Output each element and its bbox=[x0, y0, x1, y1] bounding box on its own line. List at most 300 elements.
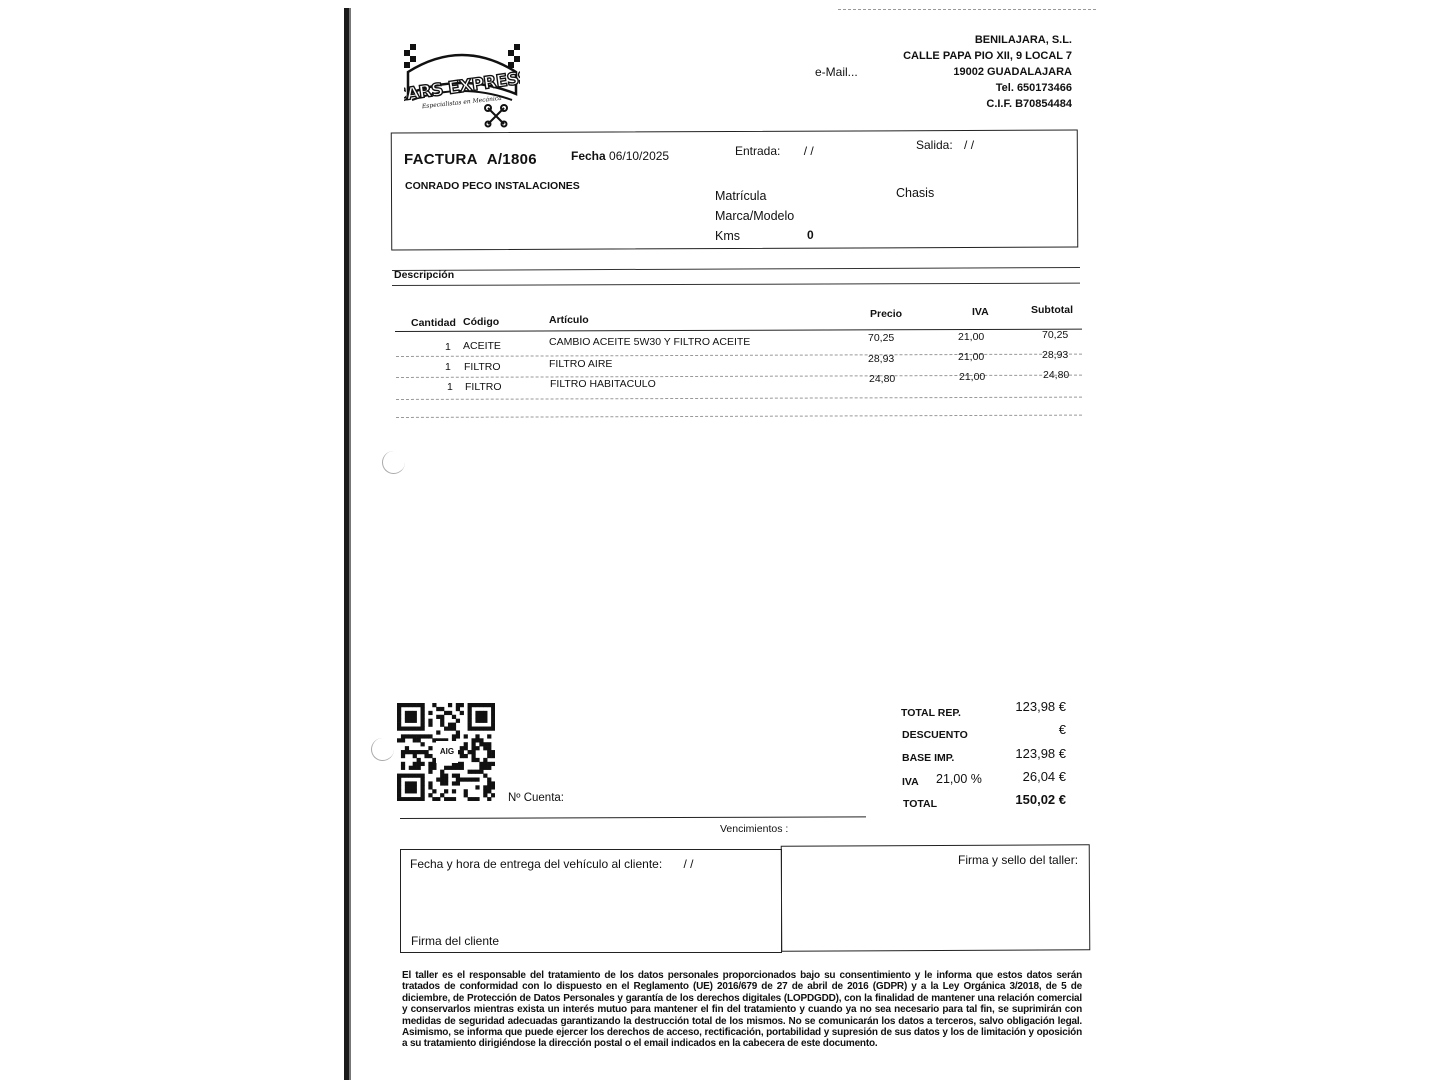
qr-module bbox=[397, 781, 401, 785]
qr-module bbox=[421, 703, 425, 707]
qr-module bbox=[440, 777, 444, 781]
qr-module bbox=[471, 750, 475, 754]
invoice-title bbox=[404, 151, 537, 168]
qr-module bbox=[432, 797, 436, 801]
qr-module bbox=[491, 727, 495, 731]
entrada-field bbox=[735, 144, 814, 158]
qr-module bbox=[471, 703, 475, 707]
qr-module bbox=[444, 711, 448, 715]
qr-module bbox=[452, 781, 456, 785]
qr-module bbox=[444, 766, 448, 770]
qr-module bbox=[413, 727, 417, 731]
qr-module bbox=[464, 793, 468, 797]
qr-module bbox=[405, 774, 409, 778]
scan-edge-shadow bbox=[349, 8, 351, 1080]
col-header-precio: Precio bbox=[870, 308, 903, 320]
qr-module bbox=[421, 793, 425, 797]
qr-module bbox=[475, 785, 479, 789]
qr-module bbox=[417, 797, 421, 801]
company-address: CALLE PAPA PIO XII, 9 LOCAL 7 bbox=[903, 50, 1072, 62]
qr-module bbox=[475, 734, 479, 738]
row-iva: 21,00 bbox=[958, 331, 985, 343]
qr-module bbox=[421, 789, 425, 793]
qr-module bbox=[479, 766, 483, 770]
row-cantidad: 1 bbox=[447, 381, 453, 393]
qr-module bbox=[475, 770, 479, 774]
qr-module bbox=[483, 711, 487, 715]
punch-hole bbox=[382, 451, 405, 474]
punch-hole bbox=[371, 738, 394, 761]
qr-module bbox=[460, 754, 464, 758]
qr-module bbox=[487, 750, 491, 754]
qr-module bbox=[448, 703, 452, 707]
qr-module bbox=[483, 715, 487, 719]
qr-module bbox=[405, 734, 409, 738]
entrada-label: Entrada: bbox=[735, 144, 781, 158]
qr-module bbox=[428, 770, 432, 774]
qr-module bbox=[440, 781, 444, 785]
qr-module bbox=[487, 797, 491, 801]
qr-module bbox=[468, 711, 472, 715]
qr-module bbox=[397, 711, 401, 715]
row-iva: 21,00 bbox=[958, 351, 985, 363]
qr-module bbox=[456, 766, 460, 770]
cuenta-line bbox=[400, 816, 866, 819]
row-subtotal: 70,25 bbox=[1042, 329, 1069, 341]
qr-module bbox=[464, 789, 468, 793]
qr-module bbox=[401, 766, 405, 770]
qr-module bbox=[483, 766, 487, 770]
delivery-date bbox=[410, 857, 694, 871]
invoice-number: A/1806 bbox=[486, 151, 537, 168]
qr-module bbox=[413, 750, 417, 754]
base-imp-label: BASE IMP. bbox=[902, 752, 955, 764]
qr-module bbox=[421, 734, 425, 738]
qr-module bbox=[479, 703, 483, 707]
total-value: 150,02 € bbox=[1015, 792, 1066, 807]
qr-module bbox=[417, 727, 421, 731]
qr-module bbox=[440, 723, 444, 727]
matricula-label: Matrícula bbox=[715, 189, 767, 203]
qr-module bbox=[452, 734, 456, 738]
qr-module bbox=[413, 754, 417, 758]
qr-module bbox=[409, 727, 413, 731]
row-iva: 21,00 bbox=[959, 371, 986, 383]
qr-module bbox=[448, 766, 452, 770]
qr-module bbox=[456, 719, 460, 723]
base-imp-value: 123,98 € bbox=[1015, 746, 1066, 761]
chasis-label: Chasis bbox=[896, 186, 935, 200]
kms-label: Kms bbox=[715, 229, 740, 243]
description-top-line bbox=[392, 267, 1080, 271]
qr-module bbox=[491, 723, 495, 727]
qr-module bbox=[448, 711, 452, 715]
top-dashed-line bbox=[838, 9, 1096, 10]
qr-module bbox=[413, 766, 417, 770]
qr-module bbox=[491, 711, 495, 715]
qr-module bbox=[483, 762, 487, 766]
qr-module bbox=[409, 785, 413, 789]
qr-module bbox=[401, 750, 405, 754]
qr-module bbox=[405, 727, 409, 731]
col-header-articulo: Artículo bbox=[549, 314, 589, 326]
qr-module bbox=[413, 715, 417, 719]
qr-module bbox=[405, 711, 409, 715]
qr-module bbox=[397, 789, 401, 793]
col-header-codigo: Código bbox=[463, 316, 500, 328]
qr-module bbox=[405, 789, 409, 793]
qr-module bbox=[452, 774, 456, 778]
qr-module bbox=[456, 777, 460, 781]
qr-module bbox=[401, 734, 405, 738]
qr-module bbox=[483, 793, 487, 797]
qr-module bbox=[491, 703, 495, 707]
qr-module bbox=[413, 711, 417, 715]
qr-module bbox=[468, 770, 472, 774]
qr-module bbox=[475, 758, 479, 762]
qr-module bbox=[487, 762, 491, 766]
qr-module bbox=[479, 711, 483, 715]
qr-module bbox=[405, 746, 409, 750]
email-label: e-Mail... bbox=[815, 65, 858, 79]
qr-module bbox=[479, 762, 483, 766]
qr-module bbox=[483, 703, 487, 707]
qr-module bbox=[421, 785, 425, 789]
entrada-value: / / bbox=[803, 144, 814, 158]
qr-module bbox=[483, 774, 487, 778]
qr-module bbox=[401, 762, 405, 766]
qr-module bbox=[471, 797, 475, 801]
logo-text: CARS EXPRESS bbox=[404, 67, 520, 107]
qr-module bbox=[409, 711, 413, 715]
qr-module bbox=[491, 707, 495, 711]
qr-module bbox=[401, 774, 405, 778]
qr-module bbox=[432, 703, 436, 707]
qr-module bbox=[409, 750, 413, 754]
qr-module bbox=[401, 738, 405, 742]
qr-module bbox=[475, 715, 479, 719]
row-articulo: FILTRO AIRE bbox=[549, 358, 613, 370]
qr-module bbox=[444, 727, 448, 731]
qr-module bbox=[479, 742, 483, 746]
row-articulo: CAMBIO ACEITE 5W30 Y FILTRO ACEITE bbox=[549, 336, 751, 348]
qr-module bbox=[487, 789, 491, 793]
qr-module bbox=[405, 785, 409, 789]
company-info bbox=[903, 32, 1072, 112]
qr-module bbox=[405, 719, 409, 723]
qr-module bbox=[401, 703, 405, 707]
iva-label: IVA bbox=[902, 776, 919, 788]
vencimientos-label: Vencimientos : bbox=[720, 823, 789, 835]
qr-module bbox=[401, 727, 405, 731]
qr-module bbox=[479, 738, 483, 742]
qr-module bbox=[428, 781, 432, 785]
qr-module bbox=[491, 781, 495, 785]
qr-module bbox=[468, 797, 472, 801]
qr-module bbox=[409, 774, 413, 778]
qr-module bbox=[428, 723, 432, 727]
kms-value: 0 bbox=[807, 228, 814, 242]
qr-module bbox=[468, 727, 472, 731]
delivery-date-label: Fecha y hora de entrega del vehículo al cliente: bbox=[410, 857, 663, 871]
qr-module bbox=[409, 719, 413, 723]
qr-module bbox=[409, 766, 413, 770]
total-rep-value: 123,98 € bbox=[1015, 699, 1066, 714]
row-codigo: FILTRO bbox=[465, 381, 502, 393]
qr-module bbox=[491, 750, 495, 754]
col-header-subtotal: Subtotal bbox=[1031, 304, 1073, 316]
qr-module bbox=[405, 781, 409, 785]
salida-value: / / bbox=[964, 138, 975, 152]
qr-module bbox=[460, 762, 464, 766]
descuento-label: DESCUENTO bbox=[902, 729, 968, 741]
qr-module bbox=[491, 762, 495, 766]
qr-module bbox=[436, 777, 440, 781]
qr-module bbox=[448, 727, 452, 731]
invoice-title-label: FACTURA bbox=[404, 151, 478, 168]
qr-module bbox=[487, 742, 491, 746]
row-codigo: FILTRO bbox=[464, 361, 501, 373]
qr-module bbox=[440, 774, 444, 778]
qr-module bbox=[405, 750, 409, 754]
qr-module bbox=[468, 777, 472, 781]
qr-module bbox=[479, 719, 483, 723]
qr-module bbox=[491, 785, 495, 789]
qr-module bbox=[421, 719, 425, 723]
description-bottom-line bbox=[392, 283, 1080, 286]
qr-module bbox=[456, 707, 460, 711]
qr-module bbox=[491, 754, 495, 758]
qr-module bbox=[417, 774, 421, 778]
qr-module bbox=[417, 738, 421, 742]
col-header-cantidad: Cantidad bbox=[411, 317, 456, 329]
qr-module bbox=[448, 797, 452, 801]
qr-module bbox=[487, 766, 491, 770]
descuento-value: € bbox=[1058, 722, 1066, 737]
qr-module bbox=[413, 785, 417, 789]
qr-module bbox=[487, 703, 491, 707]
qr-module bbox=[405, 797, 409, 801]
qr-module bbox=[397, 774, 401, 778]
qr-module bbox=[487, 746, 491, 750]
qr-module bbox=[409, 797, 413, 801]
qr-module bbox=[456, 781, 460, 785]
qr-module bbox=[452, 797, 456, 801]
invoice-date bbox=[571, 149, 669, 163]
qr-module bbox=[397, 707, 401, 711]
qr-module bbox=[468, 750, 472, 754]
qr-module bbox=[428, 766, 432, 770]
qr-module bbox=[468, 715, 472, 719]
qr-module bbox=[413, 734, 417, 738]
qr-module bbox=[487, 781, 491, 785]
qr-module bbox=[479, 727, 483, 731]
qr-module bbox=[468, 703, 472, 707]
qr-module bbox=[409, 789, 413, 793]
qr-module bbox=[464, 746, 468, 750]
qr-module bbox=[487, 727, 491, 731]
col-header-iva: IVA bbox=[972, 306, 989, 318]
qr-module bbox=[475, 777, 479, 781]
qr-module bbox=[483, 746, 487, 750]
qr-module bbox=[413, 781, 417, 785]
qr-module bbox=[452, 723, 456, 727]
qr-module bbox=[487, 777, 491, 781]
qr-module bbox=[460, 711, 464, 715]
qr-module bbox=[440, 715, 444, 719]
qr-module bbox=[421, 750, 425, 754]
qr-module bbox=[401, 754, 405, 758]
qr-module bbox=[428, 734, 432, 738]
legal-notice: El taller es el responsable del tratamiento de los datos personales proporcionados bajo su consentimiento y le informa que estos datos serán tratados de conformidad con lo dispuesto en el Reglamento (UE) 2016/679 de 27 de abril de 2016 (GDPR) y a la Ley Orgánica 3/2018, de 5 de diciembre, de Protección de Datos Personales y garantía de los derechos digitales (LOPDGDD), con la finalidad de mantener una relación comercial y conservarlos mientras exista un interés mutuo para mantener el fin del tratamiento y cuando ya no sea necesario para tal fin, se suprimirán con medidas de seguridad adecuadas garantizando la destrucción total de los mismos. No se comunicarán los datos a terceros, salvo obligación legal. Asimismo, se informa que puede ejercer los derechos de acceso, rectificación, portabilidad y supresión de sus datos y los de limitación y oposición a su tratamiento dirigiéndose la dirección postal o el email indicados en la cabecera de este documento. bbox=[402, 970, 1082, 1050]
qr-module bbox=[452, 789, 456, 793]
qr-module bbox=[487, 785, 491, 789]
qr-module bbox=[424, 734, 428, 738]
row-precio: 70,25 bbox=[868, 332, 895, 344]
qr-module bbox=[475, 738, 479, 742]
qr-module bbox=[397, 715, 401, 719]
company-cif: C.I.F. B70854484 bbox=[986, 98, 1072, 110]
qr-module bbox=[397, 738, 401, 742]
qr-module bbox=[483, 789, 487, 793]
qr-module bbox=[452, 727, 456, 731]
qr-module bbox=[436, 715, 440, 719]
qr-module bbox=[424, 750, 428, 754]
qr-module bbox=[421, 762, 425, 766]
qr-module bbox=[452, 766, 456, 770]
qr-module bbox=[397, 793, 401, 797]
qr-module bbox=[417, 758, 421, 762]
qr-module bbox=[464, 734, 468, 738]
qr-module bbox=[468, 719, 472, 723]
qr-module bbox=[428, 762, 432, 766]
invoice-date-value: 06/10/2025 bbox=[609, 149, 670, 163]
qr-module bbox=[464, 742, 468, 746]
row-subtotal: 24,80 bbox=[1043, 369, 1070, 381]
qr-module bbox=[409, 703, 413, 707]
qr-module bbox=[413, 719, 417, 723]
qr-module bbox=[428, 746, 432, 750]
row-cantidad: 1 bbox=[445, 341, 451, 353]
qr-module bbox=[491, 719, 495, 723]
qr-module bbox=[456, 734, 460, 738]
row-precio: 24,80 bbox=[869, 373, 896, 385]
company-city: 19002 GUADALAJARA bbox=[953, 66, 1072, 78]
qr-module bbox=[471, 758, 475, 762]
qr-module bbox=[413, 762, 417, 766]
qr-module bbox=[417, 750, 421, 754]
qr-module bbox=[432, 789, 436, 793]
qr-module bbox=[483, 785, 487, 789]
qr-module bbox=[456, 774, 460, 778]
qr-module bbox=[436, 797, 440, 801]
qr-module bbox=[397, 719, 401, 723]
row-subtotal: 28,93 bbox=[1042, 349, 1069, 361]
qr-module bbox=[413, 738, 417, 742]
qr-module bbox=[475, 746, 479, 750]
qr-module bbox=[417, 703, 421, 707]
client-name: CONRADO PECO INSTALACIONES bbox=[405, 180, 580, 192]
qr-module bbox=[417, 766, 421, 770]
qr-module bbox=[401, 797, 405, 801]
qr-module bbox=[456, 730, 460, 734]
qr-module bbox=[491, 793, 495, 797]
qr-module bbox=[448, 723, 452, 727]
qr-module bbox=[405, 703, 409, 707]
total-rep-label: TOTAL REP. bbox=[901, 707, 961, 719]
qr-module bbox=[479, 715, 483, 719]
qr-module bbox=[421, 727, 425, 731]
qr-module bbox=[397, 727, 401, 731]
qr-module bbox=[460, 750, 464, 754]
qr-module bbox=[397, 797, 401, 801]
qr-module bbox=[471, 742, 475, 746]
salida-label: Salida: bbox=[916, 138, 953, 152]
qr-module bbox=[444, 797, 448, 801]
qr-module bbox=[397, 723, 401, 727]
qr-module bbox=[471, 754, 475, 758]
qr-module bbox=[471, 770, 475, 774]
qr-module bbox=[417, 734, 421, 738]
qr-module bbox=[421, 742, 425, 746]
qr-module bbox=[468, 707, 472, 711]
qr-module bbox=[417, 762, 421, 766]
qr-module bbox=[483, 727, 487, 731]
qr-module bbox=[413, 797, 417, 801]
row-articulo: FILTRO HABITACULO bbox=[550, 378, 656, 390]
qr-module bbox=[464, 754, 468, 758]
row-codigo: ACEITE bbox=[463, 340, 501, 352]
qr-module bbox=[444, 777, 448, 781]
qr-module bbox=[397, 703, 401, 707]
qr-module bbox=[421, 777, 425, 781]
qr-module bbox=[452, 715, 456, 719]
qr-module bbox=[440, 707, 444, 711]
invoice-date-label: Fecha bbox=[571, 149, 606, 163]
qr-module bbox=[428, 719, 432, 723]
qr-module bbox=[428, 754, 432, 758]
workshop-signature-label: Firma y sello del taller: bbox=[958, 853, 1079, 867]
qr-module bbox=[421, 711, 425, 715]
qr-module bbox=[409, 715, 413, 719]
qr-module bbox=[436, 707, 440, 711]
delivery-date-value: / / bbox=[683, 857, 694, 871]
qr-module bbox=[440, 719, 444, 723]
qr-module bbox=[483, 719, 487, 723]
qr-module bbox=[487, 754, 491, 758]
company-phone: Tel. 650173466 bbox=[995, 82, 1072, 94]
qr-center-label: AIG bbox=[436, 741, 458, 763]
qr-module bbox=[421, 723, 425, 727]
qr-module bbox=[460, 777, 464, 781]
qr-module bbox=[460, 746, 464, 750]
cuenta-label: Nº Cuenta: bbox=[508, 792, 564, 804]
iva-percent: 21,00 % bbox=[936, 772, 982, 786]
qr-module bbox=[413, 789, 417, 793]
qr-module bbox=[464, 777, 468, 781]
qr-module bbox=[475, 703, 479, 707]
qr-module bbox=[444, 774, 448, 778]
qr-module bbox=[397, 777, 401, 781]
description-label: Descripción bbox=[394, 269, 455, 281]
qr-module bbox=[475, 711, 479, 715]
qr-module bbox=[409, 781, 413, 785]
row-separator bbox=[396, 415, 1082, 418]
qr-module bbox=[471, 738, 475, 742]
qr-module bbox=[483, 742, 487, 746]
row-separator bbox=[396, 397, 1082, 400]
qr-module bbox=[421, 707, 425, 711]
